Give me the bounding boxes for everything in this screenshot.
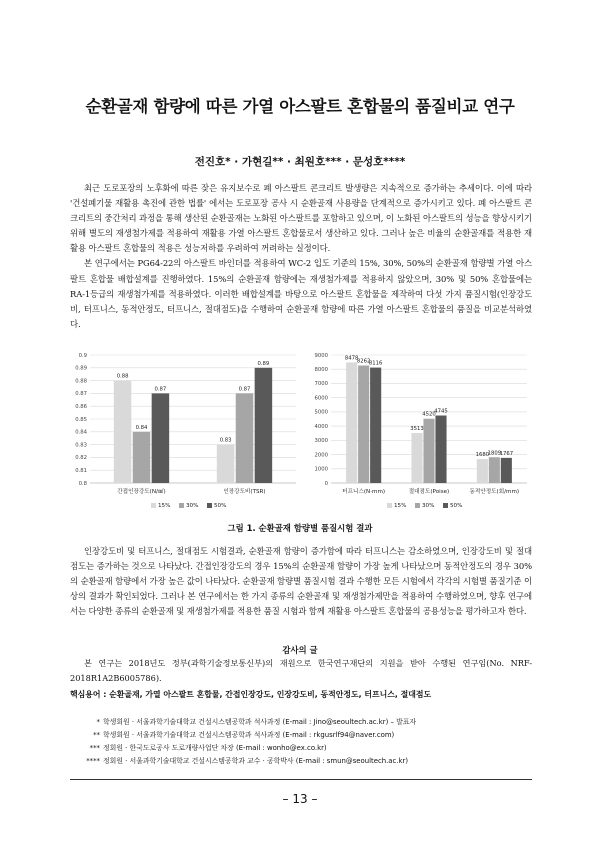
legend-swatch bbox=[415, 503, 420, 508]
footnote bbox=[76, 755, 536, 768]
y-tick-label: 0.87 bbox=[75, 391, 87, 398]
bar-50% bbox=[435, 416, 446, 483]
data-label: 0.87 bbox=[238, 386, 251, 393]
bar-15% bbox=[217, 445, 235, 483]
paper-title: 순환골재 함량에 따른 가열 아스팔트 혼합물의 품질비교 연구 bbox=[85, 97, 515, 116]
bar-30% bbox=[423, 419, 434, 483]
figure-caption: 그림 1. 순환골재 함량별 품질시험 결과 bbox=[227, 523, 373, 533]
legend-swatch bbox=[387, 503, 392, 508]
footnote bbox=[76, 729, 536, 742]
y-tick-label: 0.81 bbox=[75, 468, 87, 474]
footnote-text: 정회원 · 한국도로공사 도로개량사업단 차장 (E-mail : wonho@ex.co.kr) bbox=[103, 744, 327, 752]
intro-paragraph-2: 본 연구에서는 PG64-22의 아스팔트 바인더를 적용하여 WC-2 입도 기준의 15%, 30%, 50%의 순환골재 함량별 가열 아스팔트 혼합물 배합설계를 진행하였다. 15%의 순환골재 함량에는 재생첨가제를 적용하지 않았으며, 30% 및 50% 혼합물에는 RA-1등급의 재생첨가제를 적용하였다. 이러한 배합설계를 바탕으로 아스팔트 혼합물을 제작하여 다섯 가지 품질시험(인장강도비, 터프니스, 동적안정도, 터프니스, 절대점도)을 수행하여 순환골재 함량에 따른 가열 아스팔트 혼합물의 품질을 비교분석하였다. bbox=[70, 258, 532, 329]
data-label: 8116 bbox=[368, 360, 383, 367]
bar-30% bbox=[358, 365, 369, 483]
footnote-mark: **** bbox=[86, 757, 100, 765]
y-tick-label: 0.84 bbox=[75, 429, 87, 436]
footnote-text: 학생회원 · 서울과학기술대학교 건설시스템공학과 석사과정 (E-mail : Jino@seoultech.ac.kr) – 발표자 bbox=[103, 718, 417, 726]
y-tick-label: 6000 bbox=[314, 395, 328, 402]
data-label: 0.89 bbox=[257, 360, 270, 367]
legend-label: 30% bbox=[186, 503, 199, 509]
footnote-mark: * bbox=[96, 718, 100, 726]
results-paragraph: 인장강도비 및 터프니스, 절대점도 시험결과, 순환골재 함량이 증가함에 따라 터프니스는 감소하였으며, 인장강도비 및 절대점도는 증가하는 것으로 나타났다. 간접인장강도의 경우 15%의 순환골재 함량이 가장 높게 나타났으며 동적안정도의 경우 30%의 순환골재 함량에서 가장 높은 값이 나타났다. 순환골재 함량별 품질시험 결과 수행한 모든 시험에서 각각의 시험별 품질기준 이상의 결과가 확인되었다. 그러나 본 연구에서는 한 가지 종류의 순환골재 및 재생첨가제만을 적용하여 수행하였으며, 향후 연구에서는 다양한 종류의 순환골재 및 재생첨가제를 적용한 품질 시험과 함께 재활용 아스팔트 혼합물의 공용성능을 평가하고자 한다. bbox=[70, 546, 532, 617]
legend-swatch bbox=[179, 503, 184, 508]
data-label: 0.88 bbox=[116, 373, 129, 380]
legend-label: 50% bbox=[450, 503, 463, 509]
footnote bbox=[76, 742, 536, 755]
data-label: 0.87 bbox=[154, 386, 167, 393]
bar-50% bbox=[370, 368, 381, 483]
intro-paragraph-1: 최근 도로포장의 노후화에 따른 잦은 유지보수로 폐 아스팔트 콘크리트 발생량은 지속적으로 증가하는 추세이다. 이에 따라 '건설폐기물 재활용 촉진에 관한 법률' 에서는 도로포장 공사 시 순환골재 사용량을 단계적으로 증가시키고 있다. 폐 아스팔트 콘크리트의 중간처리 과정을 통해 생산된 순환골재는 노화된 아스팔트를 포함하고 있으며, 이 노화된 아스팔트의 성능을 향상시키기 위해 별도의 재생첨가제를 적용하여 재활용 가열 아스팔트 혼합물로서 생산하고 있다. 그러나 높은 비율의 순환골재를 적용한 재활용 아스팔트 혼합물의 적용은 성능저하를 우려하여 꺼려하는 실정이다. bbox=[70, 183, 532, 254]
data-label: 1767 bbox=[499, 450, 514, 457]
data-label: 0.84 bbox=[135, 424, 148, 431]
acknowledgement-heading: 감사의 글 bbox=[282, 645, 318, 655]
category-label: 인장강도비(TSR) bbox=[223, 489, 266, 495]
legend-label: 15% bbox=[394, 503, 407, 509]
data-label: 1809 bbox=[487, 450, 502, 457]
legend-label: 30% bbox=[422, 503, 435, 509]
y-tick-label: 0.83 bbox=[75, 442, 87, 449]
bar-30% bbox=[489, 457, 500, 483]
y-tick-label: 0.82 bbox=[75, 455, 87, 462]
bar-15% bbox=[346, 362, 357, 483]
y-tick-label: 2000 bbox=[314, 452, 328, 459]
y-tick-label: 3000 bbox=[314, 438, 328, 445]
introduction-section bbox=[70, 181, 532, 332]
data-label: 0.83 bbox=[219, 437, 232, 444]
y-tick-label: 0.8 bbox=[78, 480, 87, 487]
bottom-rule bbox=[70, 779, 532, 780]
y-tick-label: 0.9 bbox=[78, 352, 87, 359]
results-section bbox=[70, 544, 532, 619]
legend-swatch bbox=[207, 503, 212, 508]
bar-15% bbox=[411, 433, 422, 483]
y-tick-label: 0 bbox=[324, 480, 328, 487]
bar-15% bbox=[114, 381, 132, 483]
y-tick-label: 0.86 bbox=[75, 404, 87, 410]
data-label: 1680 bbox=[475, 452, 490, 459]
category-label: 동적안정도(회/mm) bbox=[469, 489, 520, 495]
keywords: 핵심용어 : 순환골재, 가열 아스팔트 혼합물, 간접인장강도, 인장강도비, 동적안정도, 터프니스, 절대점도 bbox=[70, 690, 432, 699]
author-footnotes bbox=[76, 716, 536, 768]
footnote-text: 학생회원 · 서울과학기술대학교 건설시스템공학과 석사과정 (E-mail : rkgusrlf94@naver.com) bbox=[103, 731, 395, 739]
footnote bbox=[76, 716, 536, 729]
bar-30% bbox=[236, 393, 254, 483]
data-label: 8262 bbox=[356, 358, 371, 365]
acknowledgement-text: 본 연구는 2018년도 정부(과학기술정보통신부)의 재원으로 한국연구재단의 지원을 받아 수행된 연구임(No. NRF-2018R1A2B6005786). bbox=[70, 658, 532, 683]
data-label: 4745 bbox=[434, 408, 448, 415]
y-tick-label: 1000 bbox=[314, 466, 328, 473]
footnote-mark: ** bbox=[93, 731, 100, 739]
footnote-mark: *** bbox=[89, 744, 100, 752]
legend-label: 50% bbox=[214, 503, 227, 509]
category-label: 간접인장강도(N/㎟) bbox=[117, 489, 166, 495]
category-label: 절대점도(Poise) bbox=[408, 489, 450, 495]
y-tick-label: 9000 bbox=[314, 352, 328, 359]
bar-15% bbox=[477, 459, 488, 483]
y-tick-label: 5000 bbox=[314, 409, 328, 416]
y-tick-label: 4000 bbox=[314, 423, 328, 430]
legend-label: 15% bbox=[158, 503, 171, 509]
data-label: 8478 bbox=[344, 355, 359, 362]
y-tick-label: 0.89 bbox=[75, 365, 87, 372]
category-label: 터프니스(N·mm) bbox=[342, 489, 386, 495]
y-tick-label: 0.88 bbox=[75, 378, 87, 385]
data-label: 4520 bbox=[422, 411, 436, 418]
chart-toughness-viscosity-stability bbox=[315, 353, 527, 509]
legend-swatch bbox=[443, 503, 448, 508]
bar-50% bbox=[152, 393, 170, 483]
y-tick-label: 0.85 bbox=[75, 416, 87, 423]
page-number: – 13 – bbox=[282, 792, 318, 806]
author-list: 전진호* · 가현길** · 최원호*** · 문성호**** bbox=[194, 156, 406, 168]
legend-swatch bbox=[151, 503, 156, 508]
chart-tensile bbox=[75, 353, 296, 509]
y-tick-label: 8000 bbox=[314, 367, 328, 374]
data-label: 3513 bbox=[410, 426, 424, 433]
bar-30% bbox=[133, 432, 151, 483]
bar-50% bbox=[255, 368, 273, 483]
footnote-text: 정회원 · 서울과학기술대학교 건설시스템공학과 교수 · 공학박사 (E-mail : smun@seoultech.ac.kr) bbox=[103, 757, 409, 765]
bar-50% bbox=[501, 458, 512, 483]
figure-1-charts bbox=[70, 348, 532, 518]
y-tick-label: 7000 bbox=[314, 381, 328, 388]
